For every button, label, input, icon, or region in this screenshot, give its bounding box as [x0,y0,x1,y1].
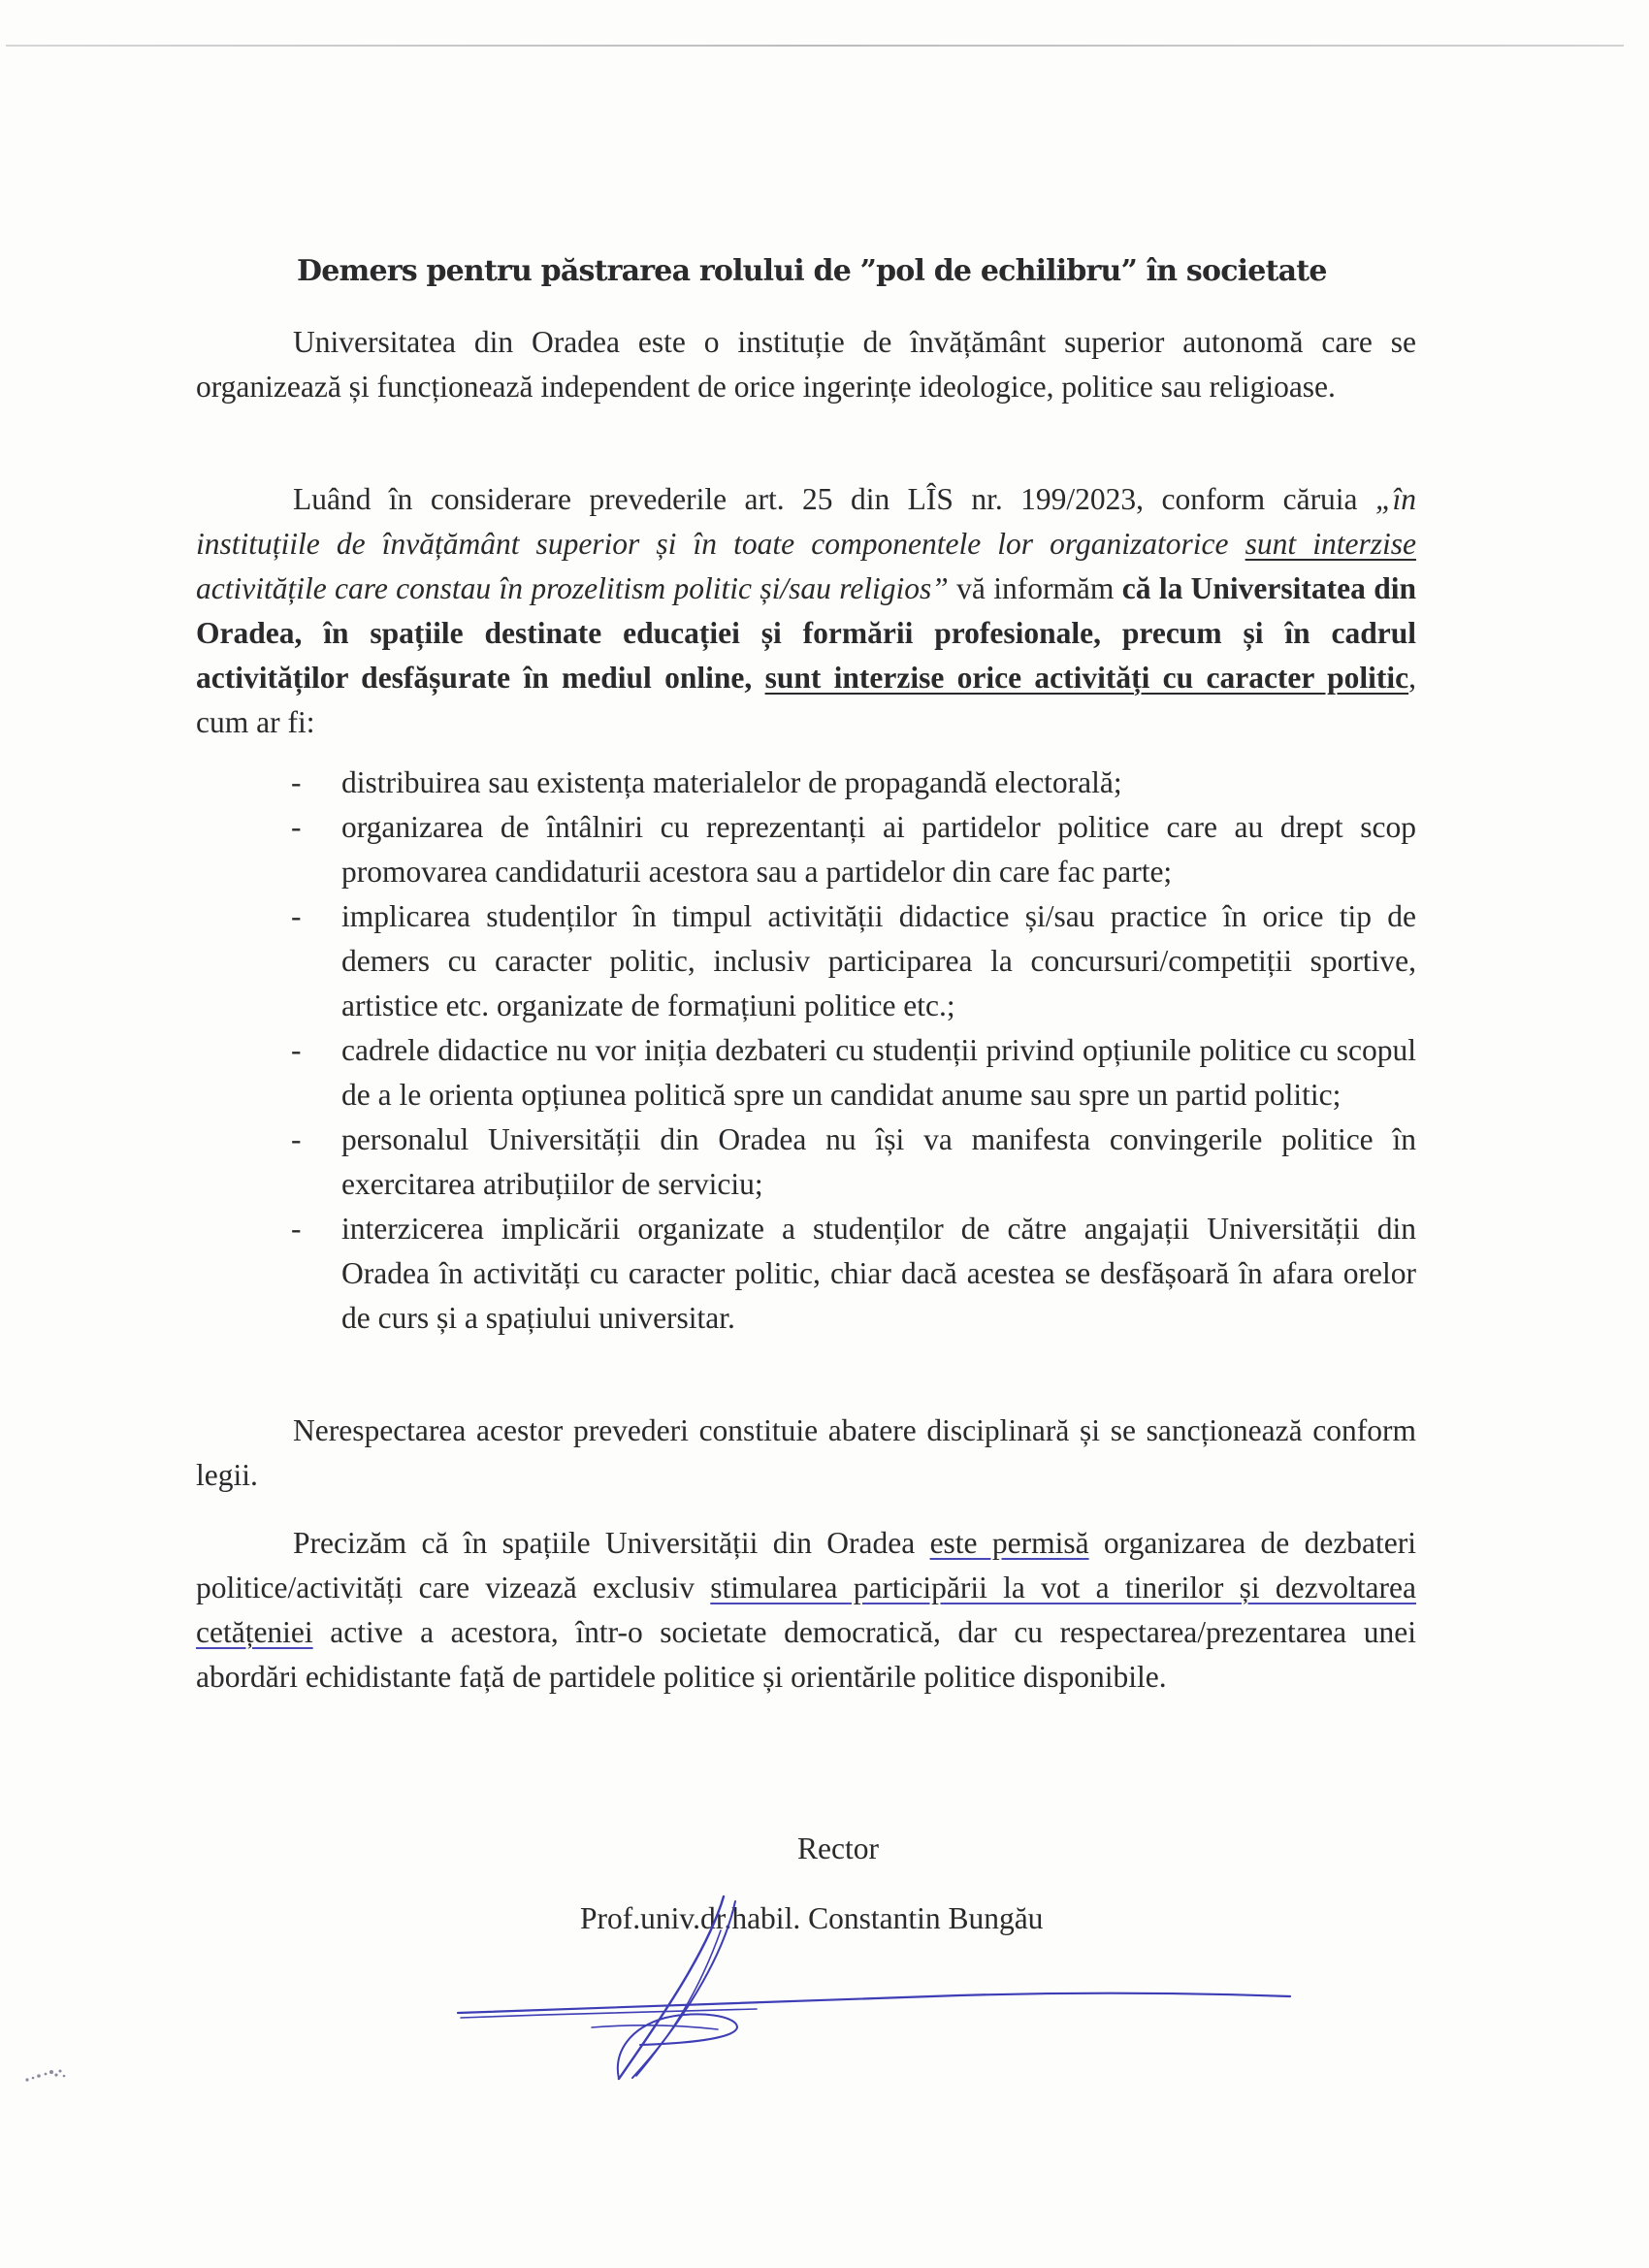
bold-statement-text: că la Universitatea din Oradea, în spațiile destinate educației și formării profesionale, precum și în cadrul activităților desfășurate în mediul online, [196,571,1416,695]
emphasis-permitted: este permisă [929,1526,1089,1560]
sanctions-paragraph: Nerespectarea acestor prevederi constituie abatere disciplinară și se sancționează conform legii. [196,1413,1416,1492]
bullet-dash: - [291,899,302,933]
intro-paragraph: Universitatea din Oradea este o instituție de învățământ superior autonomă care se organizează și funcționează independent de orice ingerințe ideologice, politice sau religioase. [196,325,1416,404]
prohibited-activities-list [196,761,1416,1341]
law-quote-text: „în instituțiile de învățământ superior și în toate componentele lor organizatorice [196,482,1416,561]
law-quote-text-end: activitățile care constau în prozelitism politic și/sau religios” [196,571,949,605]
scan-specks [19,2055,97,2093]
handwritten-signature [446,1872,1300,2095]
list-item [196,761,1416,805]
paragraph-text: Luând în considerare prevederile art. 25 din LÎS nr. 199/2023, conform căruia [293,482,1375,516]
document-title: Demers pentru păstrarea rolului de ”pol de echilibru” în societate [297,254,1327,288]
list-item-text: cadrele didactice nu vor iniția dezbateri cu studenții privind opțiunile politice cu scopul de a le orienta opțiunea politică spre un candidat anume sau spre un partid politic; [341,1033,1416,1112]
paragraph-text: active a acestora, într-o societate democratică, dar cu respectarea/prezentarea unei abordări echidistante față de partidele politice și orientările politice disponibile. [196,1615,1416,1694]
list-item [196,1028,1416,1118]
paragraph-text: organizarea de dezbateri politice/activități care vizează exclusiv [196,1526,1417,1604]
list-item [196,805,1416,894]
scan-edge-line [6,45,1624,47]
list-item-text: personalul Universității din Oradea nu își va manifesta convingerile politice în exercitarea atribuțiilor de serviciu; [341,1122,1416,1201]
permitted-activities-paragraph [196,1521,1416,1700]
list-item-text: implicarea studenților în timpul activității didactice și/sau practice în orice tip de demers cu caracter politic, inclusiv participarea la concursuri/competiții sportive, artistice etc. organizate de formațiuni politice etc.; [341,899,1416,1022]
paragraph-text: , cum ar fi: [196,661,1416,739]
bullet-dash: - [291,810,302,844]
bullet-dash: - [291,765,302,799]
bullet-dash: - [291,1212,302,1246]
bold-statement-emphasis: sunt interzise orice activități cu caracter politic [764,661,1409,695]
bullet-dash: - [291,1033,302,1067]
list-item-text: organizarea de întâlniri cu reprezentanți ai partidelor politice care au drept scop promovarea candidaturii acestora sau a partidelor din care fac parte; [341,810,1416,889]
paragraph-text: vă informăm [948,571,1122,605]
legal-basis-paragraph [196,477,1416,745]
paragraph-text: Precizăm că în spațiile Universității din Oradea [293,1526,930,1560]
signatory-role: Rector [797,1831,879,1865]
list-item-text: distribuirea sau existența materialelor de propagandă electorală; [341,765,1122,799]
list-item [196,894,1416,1028]
signatory-name: Prof.univ.dr.habil. Constantin Bungău [580,1901,1044,1935]
list-item [196,1118,1416,1207]
emphasis-civic-participation: stimularea participării la vot a tinerilor și dezvoltarea cetățeniei [196,1571,1416,1649]
list-item-text: interzicerea implicării organizate a studenților de către angajații Universității din Oradea în activități cu caracter politic, chiar dacă acestea se desfășoară în afara orelor de curs și a spațiului universitar. [341,1212,1416,1335]
bullet-dash: - [291,1122,302,1156]
law-quote-emphasis: sunt interzise [1245,527,1416,561]
list-item [196,1207,1416,1341]
